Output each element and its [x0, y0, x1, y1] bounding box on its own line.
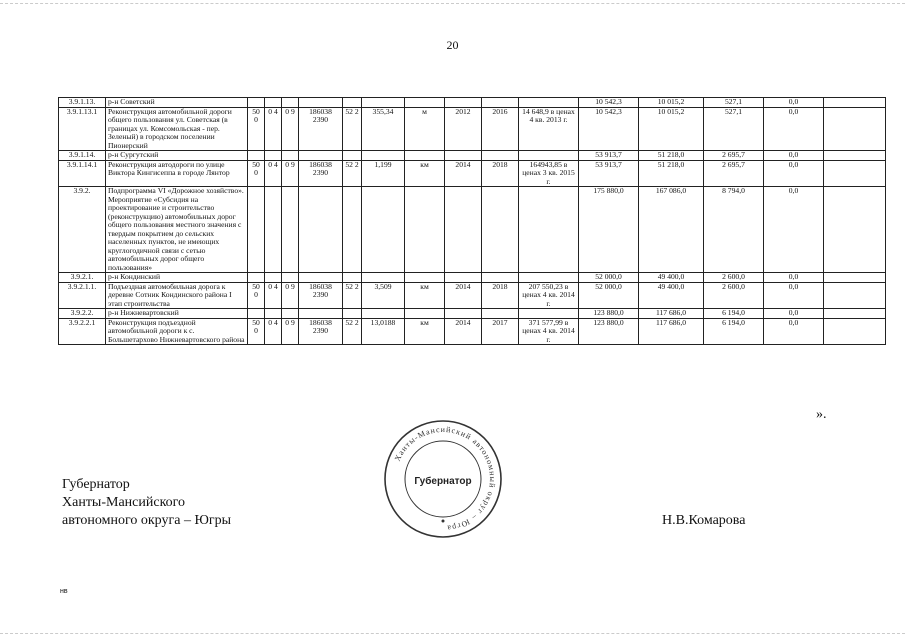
cell-cost: 164943,85 в ценах 3 кв. 2015 г. — [519, 160, 579, 187]
cell-d — [299, 187, 343, 273]
cell-b — [265, 151, 282, 161]
cell-b: 0 4 — [265, 160, 282, 187]
cell-cost: 14 648,9 в ценах 4 кв. 2013 г. — [519, 107, 579, 151]
cell-c: 0 9 — [282, 318, 299, 345]
cell-code: 3.9.1.14. — [59, 151, 106, 161]
cell-v2: 2 695,7 — [704, 151, 764, 161]
cell-d: 186038 2390 — [299, 107, 343, 151]
cell-a — [248, 309, 265, 319]
cell-e — [343, 273, 362, 283]
cell-name: р-н Сургутский — [106, 151, 248, 161]
cell-e: 52 2 — [343, 107, 362, 151]
cell-b — [265, 273, 282, 283]
cell-v2: 527,1 — [704, 107, 764, 151]
cell-unit: м — [405, 107, 445, 151]
official-stamp — [382, 418, 504, 540]
cell-cost: 207 550,23 в ценах 4 кв. 2014 г. — [519, 282, 579, 309]
cell-empty — [824, 187, 886, 273]
cell-cost — [519, 187, 579, 273]
cell-end — [482, 273, 519, 283]
table-row — [59, 309, 886, 319]
cell-e: 52 2 — [343, 282, 362, 309]
cell-v1: 51 218,0 — [639, 160, 704, 187]
stamp-star — [442, 520, 445, 523]
cell-v2: 2 600,0 — [704, 273, 764, 283]
cell-end — [482, 98, 519, 108]
cell-v2: 2 695,7 — [704, 160, 764, 187]
cell-a: 50 0 — [248, 282, 265, 309]
cell-code: 3.9.1.13. — [59, 98, 106, 108]
cell-v3: 0,0 — [764, 318, 824, 345]
footer-initials: нв — [60, 588, 68, 595]
cell-name: Реконструкция подъездной автомобильной дороги к с. Большетархово Нижневартовского района — [106, 318, 248, 345]
cell-qty — [362, 273, 405, 283]
cell-total: 10 542,3 — [579, 98, 639, 108]
cell-code: 3.9.2. — [59, 187, 106, 273]
cell-b — [265, 309, 282, 319]
table-row — [59, 98, 886, 108]
cell-code: 3.9.1.13.1 — [59, 107, 106, 151]
cell-end: 2017 — [482, 318, 519, 345]
signature-region: Ханты-Мансийского — [62, 495, 186, 511]
cell-unit — [405, 187, 445, 273]
cell-name: р-н Нижневартовский — [106, 309, 248, 319]
cell-qty — [362, 309, 405, 319]
cell-c: 0 9 — [282, 160, 299, 187]
cell-b: 0 4 — [265, 107, 282, 151]
cell-end — [482, 187, 519, 273]
table-row — [59, 318, 886, 345]
cell-end: 2018 — [482, 160, 519, 187]
cell-total: 123 880,0 — [579, 309, 639, 319]
cell-empty — [824, 151, 886, 161]
cell-a — [248, 187, 265, 273]
cell-unit: км — [405, 318, 445, 345]
cell-b: 0 4 — [265, 318, 282, 345]
cell-d — [299, 273, 343, 283]
cell-empty — [824, 282, 886, 309]
cell-start — [445, 273, 482, 283]
cell-c — [282, 98, 299, 108]
cell-e — [343, 187, 362, 273]
cell-unit: км — [405, 282, 445, 309]
cell-v2: 527,1 — [704, 98, 764, 108]
cell-d — [299, 309, 343, 319]
cell-v3: 0,0 — [764, 151, 824, 161]
cell-start — [445, 98, 482, 108]
cell-total: 123 880,0 — [579, 318, 639, 345]
cell-total: 175 880,0 — [579, 187, 639, 273]
table-body — [59, 98, 886, 345]
table-row — [59, 151, 886, 161]
program-table — [58, 97, 886, 345]
cell-a — [248, 151, 265, 161]
signatory-name: Н.В.Комарова — [662, 513, 746, 528]
cell-v2: 6 194,0 — [704, 318, 764, 345]
cell-c: 0 9 — [282, 282, 299, 309]
cell-empty — [824, 98, 886, 108]
cell-v3: 0,0 — [764, 160, 824, 187]
cell-d — [299, 151, 343, 161]
cell-total: 53 913,7 — [579, 151, 639, 161]
cell-a — [248, 273, 265, 283]
cell-unit — [405, 273, 445, 283]
cell-b — [265, 98, 282, 108]
cell-start — [445, 151, 482, 161]
cell-qty — [362, 151, 405, 161]
cell-v3: 0,0 — [764, 273, 824, 283]
cell-qty: 1,199 — [362, 160, 405, 187]
cell-d — [299, 98, 343, 108]
cell-code: 3.9.2.1. — [59, 273, 106, 283]
cell-v3: 0,0 — [764, 98, 824, 108]
cell-cost: 371 577,99 в ценах 4 кв. 2014 г. — [519, 318, 579, 345]
cell-e: 52 2 — [343, 318, 362, 345]
cell-qty: 3,509 — [362, 282, 405, 309]
cell-v1: 117 686,0 — [639, 309, 704, 319]
cell-c — [282, 187, 299, 273]
table-row — [59, 107, 886, 151]
cell-e — [343, 309, 362, 319]
cell-cost — [519, 98, 579, 108]
cell-start: 2014 — [445, 282, 482, 309]
cell-cost — [519, 273, 579, 283]
cell-name: Реконструкция автомобильной дороги общего пользования ул. Советская (в границах ул. Комсомольская - пер. Зеленый) в городском поселении Пионерский — [106, 107, 248, 151]
table-row — [59, 160, 886, 187]
cell-v3: 0,0 — [764, 309, 824, 319]
cell-end: 2016 — [482, 107, 519, 151]
cell-a: 50 0 — [248, 107, 265, 151]
cell-c — [282, 151, 299, 161]
signature-block — [62, 476, 231, 531]
cell-name: р-н Советский — [106, 98, 248, 108]
cell-total: 53 913,7 — [579, 160, 639, 187]
cell-v2: 6 194,0 — [704, 309, 764, 319]
cell-v1: 10 015,2 — [639, 98, 704, 108]
cell-b — [265, 187, 282, 273]
cell-qty: 355,34 — [362, 107, 405, 151]
cell-v1: 167 086,0 — [639, 187, 704, 273]
cell-qty — [362, 187, 405, 273]
cell-v2: 8 794,0 — [704, 187, 764, 273]
cell-e — [343, 98, 362, 108]
cell-unit — [405, 98, 445, 108]
cell-d: 186038 2390 — [299, 282, 343, 309]
cell-v3: 0,0 — [764, 187, 824, 273]
stamp-center-text: Губернатор — [414, 476, 472, 487]
cell-name: Подпрограмма VI «Дорожное хозяйство». Мероприятие «Субсидия на проектирование и строительство (реконструкцию) автомобильных дорог общего пользования местного значения с твердым покрытием до сельских населенных пунктов, не имеющих круглогодичной связи с сетью автомобильных дорог общего пользования» — [106, 187, 248, 273]
cell-c — [282, 309, 299, 319]
cell-v1: 10 015,2 — [639, 107, 704, 151]
cell-v2: 2 600,0 — [704, 282, 764, 309]
cell-empty — [824, 318, 886, 345]
cell-start — [445, 187, 482, 273]
cell-name: р-н Кондинский — [106, 273, 248, 283]
cell-name: Реконструкция автодороги по улице Виктора Кингисеппа в городе Лянтор — [106, 160, 248, 187]
cell-e — [343, 151, 362, 161]
cell-cost — [519, 309, 579, 319]
cell-total: 52 000,0 — [579, 273, 639, 283]
cell-c — [282, 273, 299, 283]
cell-code: 3.9.2.1.1. — [59, 282, 106, 309]
cell-code: 3.9.1.14.1 — [59, 160, 106, 187]
cell-name: Подъездная автомобильная дорога к деревне Сотник Кондинского района I этап строительства — [106, 282, 248, 309]
page-number: 20 — [446, 38, 459, 52]
cell-end: 2018 — [482, 282, 519, 309]
cell-empty — [824, 309, 886, 319]
cell-c: 0 9 — [282, 107, 299, 151]
cell-v1: 117 686,0 — [639, 318, 704, 345]
cell-start: 2014 — [445, 160, 482, 187]
scan-border-bottom — [0, 633, 905, 634]
cell-a: 50 0 — [248, 160, 265, 187]
cell-cost — [519, 151, 579, 161]
cell-v3: 0,0 — [764, 107, 824, 151]
cell-d: 186038 2390 — [299, 160, 343, 187]
cell-unit — [405, 309, 445, 319]
cell-start — [445, 309, 482, 319]
cell-a: 50 0 — [248, 318, 265, 345]
table-row — [59, 187, 886, 273]
cell-v3: 0,0 — [764, 282, 824, 309]
cell-b: 0 4 — [265, 282, 282, 309]
cell-v1: 51 218,0 — [639, 151, 704, 161]
cell-start: 2014 — [445, 318, 482, 345]
table-row — [59, 282, 886, 309]
cell-start: 2012 — [445, 107, 482, 151]
cell-empty — [824, 107, 886, 151]
signature-district: автономного округа – Югры — [62, 513, 231, 529]
cell-qty: 13,0188 — [362, 318, 405, 345]
cell-d: 186038 2390 — [299, 318, 343, 345]
closing-quote: ». — [816, 407, 827, 422]
cell-end — [482, 151, 519, 161]
cell-end — [482, 309, 519, 319]
cell-unit — [405, 151, 445, 161]
signature-title: Губернатор — [62, 477, 130, 492]
table-row — [59, 273, 886, 283]
cell-empty — [824, 273, 886, 283]
cell-qty — [362, 98, 405, 108]
stamp-ring-textpath: Ханты-Мансийский автономный округ – Югра — [392, 424, 498, 533]
scan-border-top — [0, 3, 905, 4]
cell-code: 3.9.2.2.1 — [59, 318, 106, 345]
cell-code: 3.9.2.2. — [59, 309, 106, 319]
cell-e: 52 2 — [343, 160, 362, 187]
cell-v1: 49 400,0 — [639, 282, 704, 309]
cell-a — [248, 98, 265, 108]
cell-v1: 49 400,0 — [639, 273, 704, 283]
cell-total: 10 542,3 — [579, 107, 639, 151]
cell-total: 52 000,0 — [579, 282, 639, 309]
cell-unit: км — [405, 160, 445, 187]
cell-empty — [824, 160, 886, 187]
